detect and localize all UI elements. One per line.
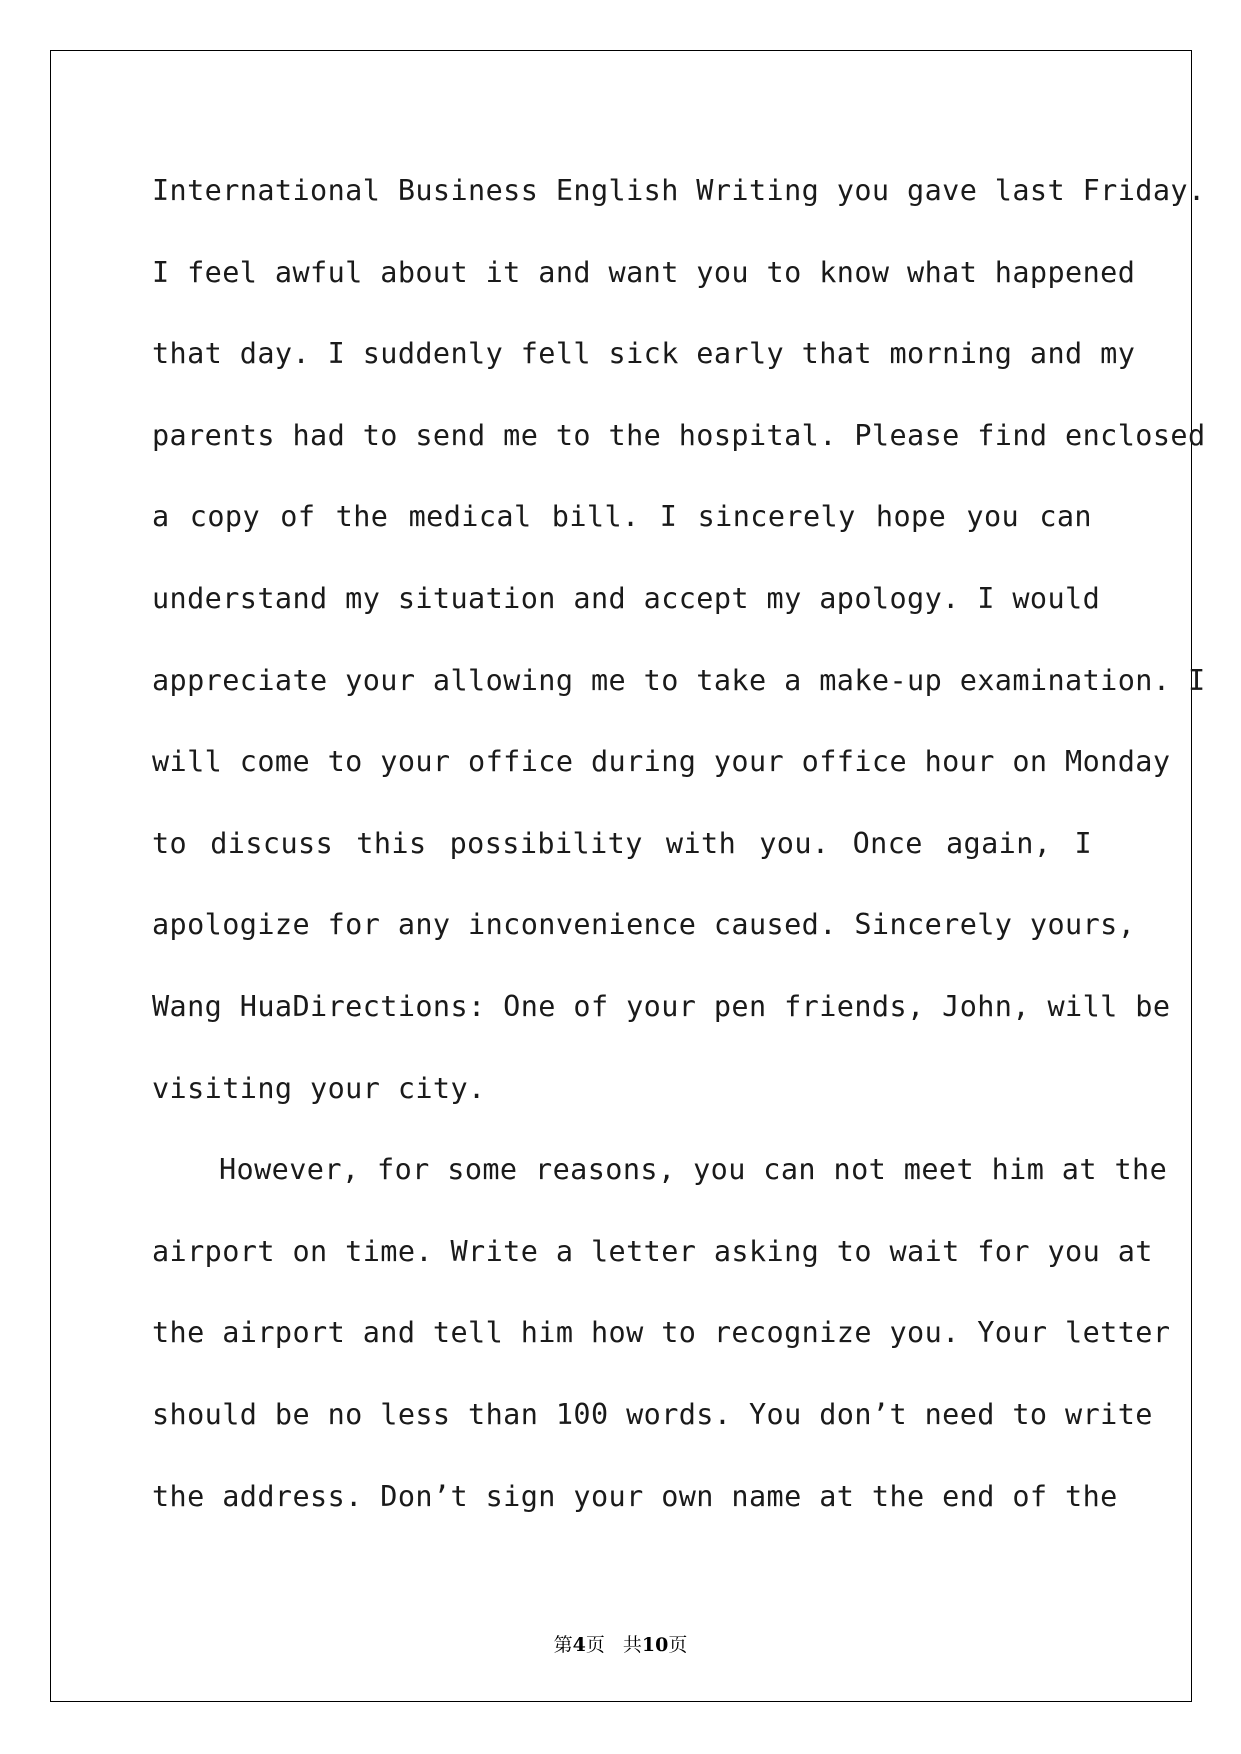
paragraph-start-line: However, for some reasons, you can not meet him at the: [219, 1153, 1168, 1187]
text-line: understand my situation and accept my apology. I would: [152, 581, 1101, 615]
page-number-footer: [0, 1630, 1241, 1657]
text-line: to discuss this possibility with you. Once again, I: [152, 826, 1092, 860]
total-suffix: 页: [668, 1634, 688, 1656]
current-page-number: 4: [572, 1634, 586, 1656]
text-line: the address. Don’t sign your own name at the end of the: [152, 1479, 1118, 1513]
page-prefix: 第: [553, 1634, 573, 1656]
text-line: appreciate your allowing me to take a make-up examination. I: [152, 663, 1206, 697]
text-line: International Business English Writing you gave last Friday.: [152, 174, 1206, 207]
text-line: visiting your city.: [152, 1071, 486, 1105]
text-line: airport on time. Write a letter asking to wait for you at: [152, 1234, 1153, 1268]
text-line: will come to your office during your office hour on Monday: [152, 745, 1171, 779]
text-line: that day. I suddenly fell sick early that morning and my: [152, 337, 1136, 371]
text-line: apologize for any inconvenience caused. Sincerely yours,: [152, 908, 1136, 942]
text-line: should be no less than 100 words. You don’t need to write: [152, 1397, 1153, 1431]
total-pages-number: 10: [641, 1634, 669, 1656]
total-prefix: 共: [622, 1634, 642, 1656]
text-line: parents had to send me to the hospital. Please find enclosed: [152, 418, 1206, 452]
document-body: [152, 150, 1206, 1537]
text-line: the airport and tell him how to recognize you. Your letter: [152, 1316, 1171, 1350]
page-suffix: 页: [585, 1634, 605, 1656]
text-line: a copy of the medical bill. I sincerely hope you can: [152, 500, 1092, 534]
text-line: I feel awful about it and want you to know what happened: [152, 255, 1136, 289]
text-line: Wang HuaDirections: One of your pen friends, John, will be: [152, 989, 1171, 1023]
